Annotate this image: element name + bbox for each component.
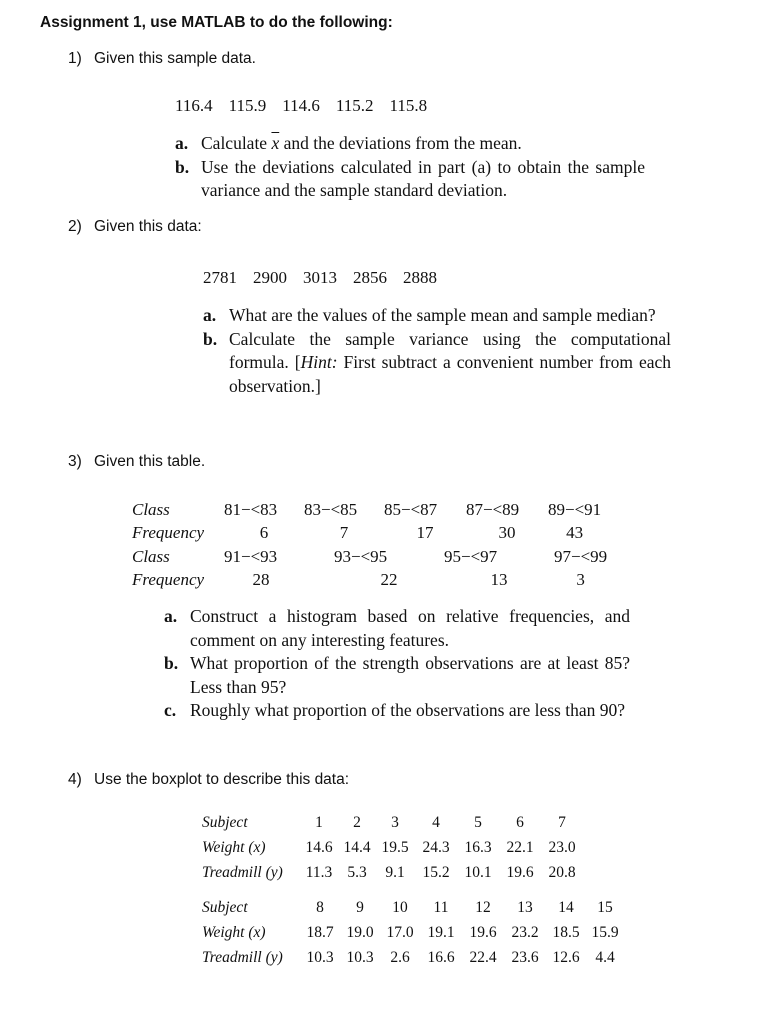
table-cell: 23.2: [511, 923, 539, 941]
table-cell: 10.3: [306, 948, 334, 966]
data-value: 2781: [203, 268, 237, 287]
table-cell: 10.3: [346, 948, 374, 966]
table-cell: 7: [339, 523, 349, 543]
data-value: 2888: [403, 268, 437, 287]
table-cell: 15.9: [591, 923, 619, 941]
row-label: Treadmill (y): [202, 948, 283, 966]
table-cell: 6: [259, 523, 269, 543]
row-label: Subject: [202, 898, 248, 916]
table-cell: 9: [356, 898, 364, 916]
part-label: a.: [164, 606, 178, 626]
q2-parts: [203, 304, 671, 398]
part-text: Calculate the sample variance using the computational formula. [Hint: First subtract a convenient number from each observation.]: [229, 328, 671, 396]
part-text: Construct a histogram based on relative frequencies, and comment on any interesting features.: [190, 606, 630, 650]
row-label: Frequency: [132, 523, 205, 543]
table-cell: 18.7: [306, 923, 334, 941]
part-text: Roughly what proportion of the observations are less than 90?: [190, 700, 625, 720]
table-cell: 15: [597, 898, 613, 916]
table-cell: 95−<97: [444, 546, 498, 566]
table-row: [132, 545, 607, 569]
table-cell: 2: [353, 813, 361, 831]
data-value: 115.9: [228, 96, 267, 115]
table-cell: 19.1: [427, 923, 455, 941]
table-cell: 16.3: [464, 838, 492, 856]
question-number: 2): [68, 218, 82, 235]
table-cell: 8: [316, 898, 324, 916]
table-cell: 5: [474, 813, 482, 831]
part-text: Use the deviations calculated in part (a) to obtain the sample variance and the sample standard deviation.: [201, 156, 645, 200]
table-cell: 12.6: [552, 948, 580, 966]
part-text: Calculate $\overline{x}$ and the deviations from the mean.: [201, 133, 522, 153]
table-cell: 97−<99: [554, 546, 608, 566]
part-b: [164, 652, 630, 699]
part-text: What proportion of the strength observations are at least 85? Less than 95?: [190, 653, 630, 697]
table-cell: 22: [380, 570, 398, 590]
table-cell: 4.4: [595, 948, 615, 966]
table-cell: 14.4: [343, 838, 371, 856]
table-cell: 28: [252, 570, 270, 590]
table-cell: 11: [433, 898, 449, 916]
table-cell: 2.6: [390, 948, 410, 966]
part-a: [203, 304, 671, 328]
table-cell: 19.0: [346, 923, 374, 941]
question-prompt: Use the boxplot to describe this data:: [94, 771, 350, 788]
question-4-heading: [68, 771, 349, 789]
part-c: [164, 699, 630, 723]
q3-parts: [164, 605, 630, 723]
table-cell: 30: [498, 523, 516, 543]
part-label: c.: [164, 700, 177, 720]
table-cell: 14.6: [305, 838, 333, 856]
table-cell: 22.4: [469, 948, 497, 966]
table-cell: 89−<91: [548, 499, 602, 519]
table-row: [202, 860, 582, 885]
part-text: What are the values of the sample mean and sample median?: [229, 305, 656, 325]
table-row: [202, 810, 582, 835]
table-cell: 3: [576, 570, 585, 590]
data-value: 2856: [353, 268, 387, 287]
part-b: [175, 156, 645, 203]
question-1-heading: [68, 50, 256, 68]
assignment-title: Assignment 1, use MATLAB to do the following:: [40, 14, 393, 31]
part-a: [164, 605, 630, 652]
table-cell: 4: [432, 813, 440, 831]
table-cell: 13: [517, 898, 533, 916]
table-cell: 23.0: [548, 838, 576, 856]
table-cell: 81−<83: [224, 499, 278, 519]
row-label: Treadmill (y): [202, 863, 283, 881]
part-a: [175, 132, 645, 156]
table-cell: 87−<89: [466, 499, 520, 519]
table-cell: 13: [490, 570, 508, 590]
table-cell: 15.2: [422, 863, 450, 881]
table-cell: 19.6: [506, 863, 534, 881]
table-cell: 20.8: [548, 863, 576, 881]
table-cell: 24.3: [422, 838, 450, 856]
table-cell: 17.0: [386, 923, 414, 941]
table-cell: 85−<87: [384, 499, 438, 519]
row-label: Weight (x): [202, 838, 266, 856]
q1-data: [175, 96, 443, 116]
table-cell: 17: [416, 523, 434, 543]
table-cell: 16.6: [427, 948, 455, 966]
data-value: 116.4: [175, 96, 213, 115]
part-label: a.: [203, 305, 217, 325]
frequency-table-row-1: [132, 498, 601, 545]
table-cell: 91−<93: [224, 546, 278, 566]
table-cell: 18.5: [552, 923, 580, 941]
data-value: 3013: [303, 268, 337, 287]
question-number: 4): [68, 771, 82, 788]
data-value: 2900: [253, 268, 287, 287]
table-row: [132, 498, 601, 522]
data-value: 115.8: [389, 96, 428, 115]
row-label: Class: [132, 499, 170, 519]
table-row: [132, 522, 601, 546]
table-cell: 5.3: [347, 863, 367, 881]
q2-data: [203, 268, 453, 288]
table-row: [202, 920, 624, 945]
row-label: Subject: [202, 813, 248, 831]
table-cell: 6: [516, 813, 524, 831]
question-prompt: Given this sample data.: [94, 50, 256, 67]
table-cell: 1: [315, 813, 323, 831]
question-number: 3): [68, 453, 82, 470]
part-b: [203, 328, 671, 399]
question-3-heading: [68, 453, 205, 471]
table-cell: 83−<85: [304, 499, 358, 519]
row-label: Class: [132, 546, 170, 566]
row-label: Frequency: [132, 570, 205, 590]
table-cell: 19.6: [469, 923, 497, 941]
table-cell: 12: [475, 898, 491, 916]
table-cell: 7: [558, 813, 566, 831]
table-cell: 22.1: [506, 838, 534, 856]
table-cell: 3: [391, 813, 399, 831]
table-row: [202, 895, 624, 920]
boxplot-data-block-2: [202, 895, 624, 970]
question-number: 1): [68, 50, 82, 67]
table-cell: 19.5: [381, 838, 409, 856]
table-row: [202, 835, 582, 860]
table-cell: 93−<95: [334, 546, 388, 566]
part-label: b.: [175, 156, 190, 177]
data-value: 115.2: [335, 96, 374, 115]
q1-parts: [175, 132, 645, 203]
table-cell: 11.3: [305, 863, 333, 881]
boxplot-data-block-1: [202, 810, 582, 885]
row-label: Weight (x): [202, 923, 266, 941]
table-cell: 10.1: [464, 863, 492, 881]
question-prompt: Given this table.: [94, 453, 206, 470]
table-cell: 9.1: [385, 863, 405, 881]
table-row: [132, 569, 607, 593]
frequency-table-row-2: [132, 545, 607, 592]
table-cell: 43: [566, 523, 584, 543]
part-label: b.: [203, 328, 218, 349]
part-label: a.: [175, 133, 189, 153]
question-prompt: Given this data:: [94, 218, 202, 235]
question-2-heading: [68, 218, 202, 236]
table-cell: 23.6: [511, 948, 539, 966]
table-cell: 14: [558, 898, 574, 916]
data-value: 114.6: [282, 96, 320, 115]
table-row: [202, 945, 624, 970]
part-label: b.: [164, 653, 179, 673]
table-cell: 10: [392, 898, 408, 916]
